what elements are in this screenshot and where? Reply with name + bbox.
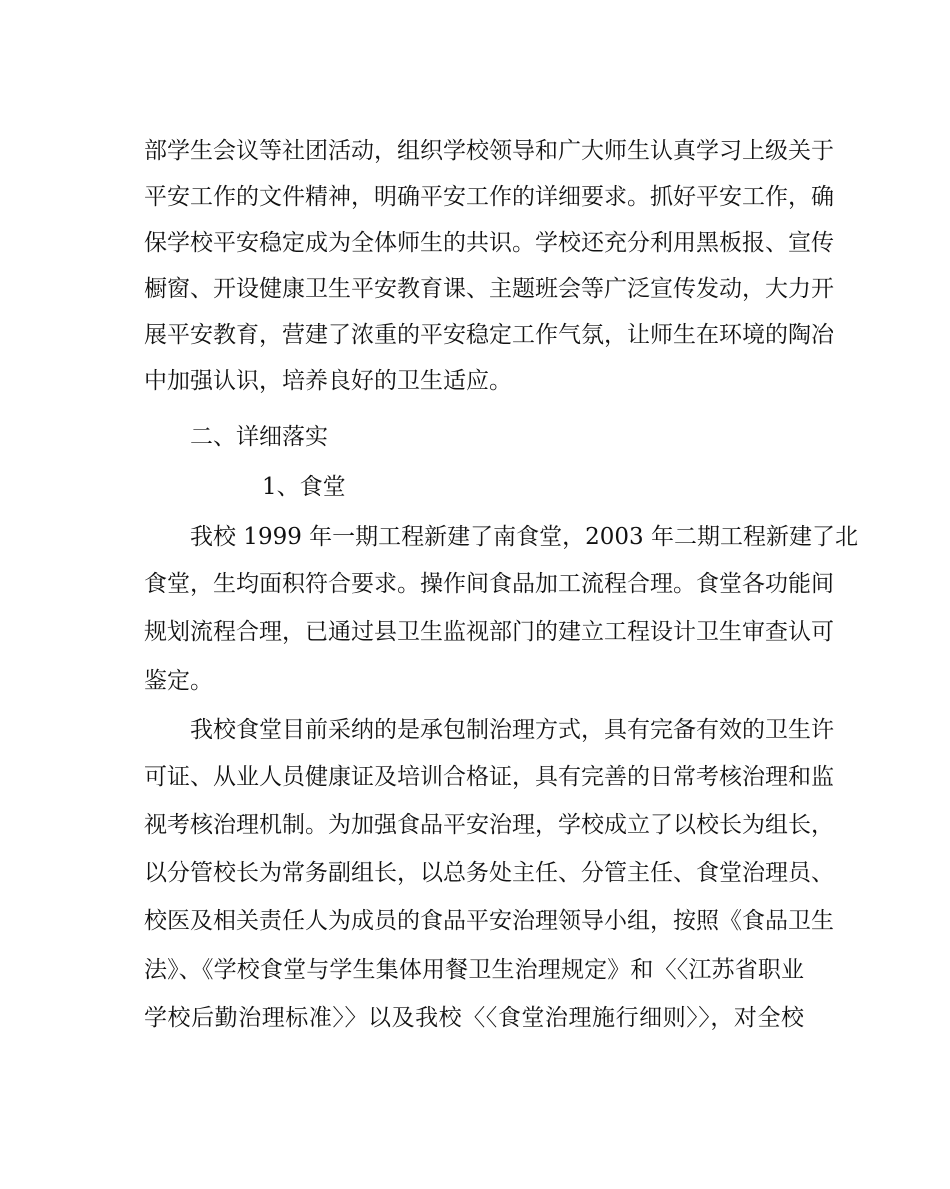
paragraph-3-line-7: 学校后勤治理标准〉〉以及我校〈〈食堂治理施行细则〉〉，对全校 <box>144 1005 804 1031</box>
paragraph-2-line-4: 鉴定。 <box>144 668 213 694</box>
paragraph-1-line-5: 展平安教育，营建了浓重的平安稳定工作气氛，让师生在环境的陶冶 <box>144 322 834 348</box>
paragraph-2-line-1: 我校 1999 年一期工程新建了南食堂，2003 年二期工程新建了北 <box>190 524 858 550</box>
paragraph-1-line-2: 平安工作的文件精神，明确平安工作的详细要求。抓好平安工作，确 <box>144 184 834 210</box>
paragraph-1-line-3: 保学校平安稳定成为全体师生的共识。学校还充分利用黑板报、宣传 <box>144 230 834 256</box>
paragraph-3-line-1: 我校食堂目前采纳的是承包制治理方式，具有完备有效的卫生许 <box>190 717 834 743</box>
paragraph-1-line-6: 中加强认识，培养良好的卫生适应。 <box>144 368 512 394</box>
paragraph-3-line-5: 校医及相关责任人为成员的食品平安治理领导小组，按照《食品卫生 <box>144 908 834 934</box>
section-heading: 二、详细落实 <box>190 424 328 450</box>
paragraph-3-line-3: 视考核治理机制。为加强食品平安治理，学校成立了以校长为组长， <box>144 812 834 838</box>
paragraph-3-line-4: 以分管校长为常务副组长，以总务处主任、分管主任、食堂治理员、 <box>144 860 834 886</box>
paragraph-3-line-6: 法》、《学校食堂与学生集体用餐卫生治理规定》和〈〈江苏省职业 <box>144 957 804 983</box>
paragraph-3-line-2: 可证、从业人员健康证及培训合格证，具有完善的日常考核治理和监 <box>144 764 834 790</box>
subsection-heading: 1、食堂 <box>262 474 346 500</box>
paragraph-1-line-4: 橱窗、开设健康卫生平安教育课、主题班会等广泛宣传发动，大力开 <box>144 276 834 302</box>
paragraph-2-line-2: 食堂，生均面积符合要求。操作间食品加工流程合理。食堂各功能间 <box>144 571 834 597</box>
paragraph-1-line-1: 部学生会议等社团活动，组织学校领导和广大师生认真学习上级关于 <box>144 138 834 164</box>
paragraph-2-line-3: 规划流程合理，已通过县卫生监视部门的建立工程设计卫生审查认可 <box>144 619 834 645</box>
